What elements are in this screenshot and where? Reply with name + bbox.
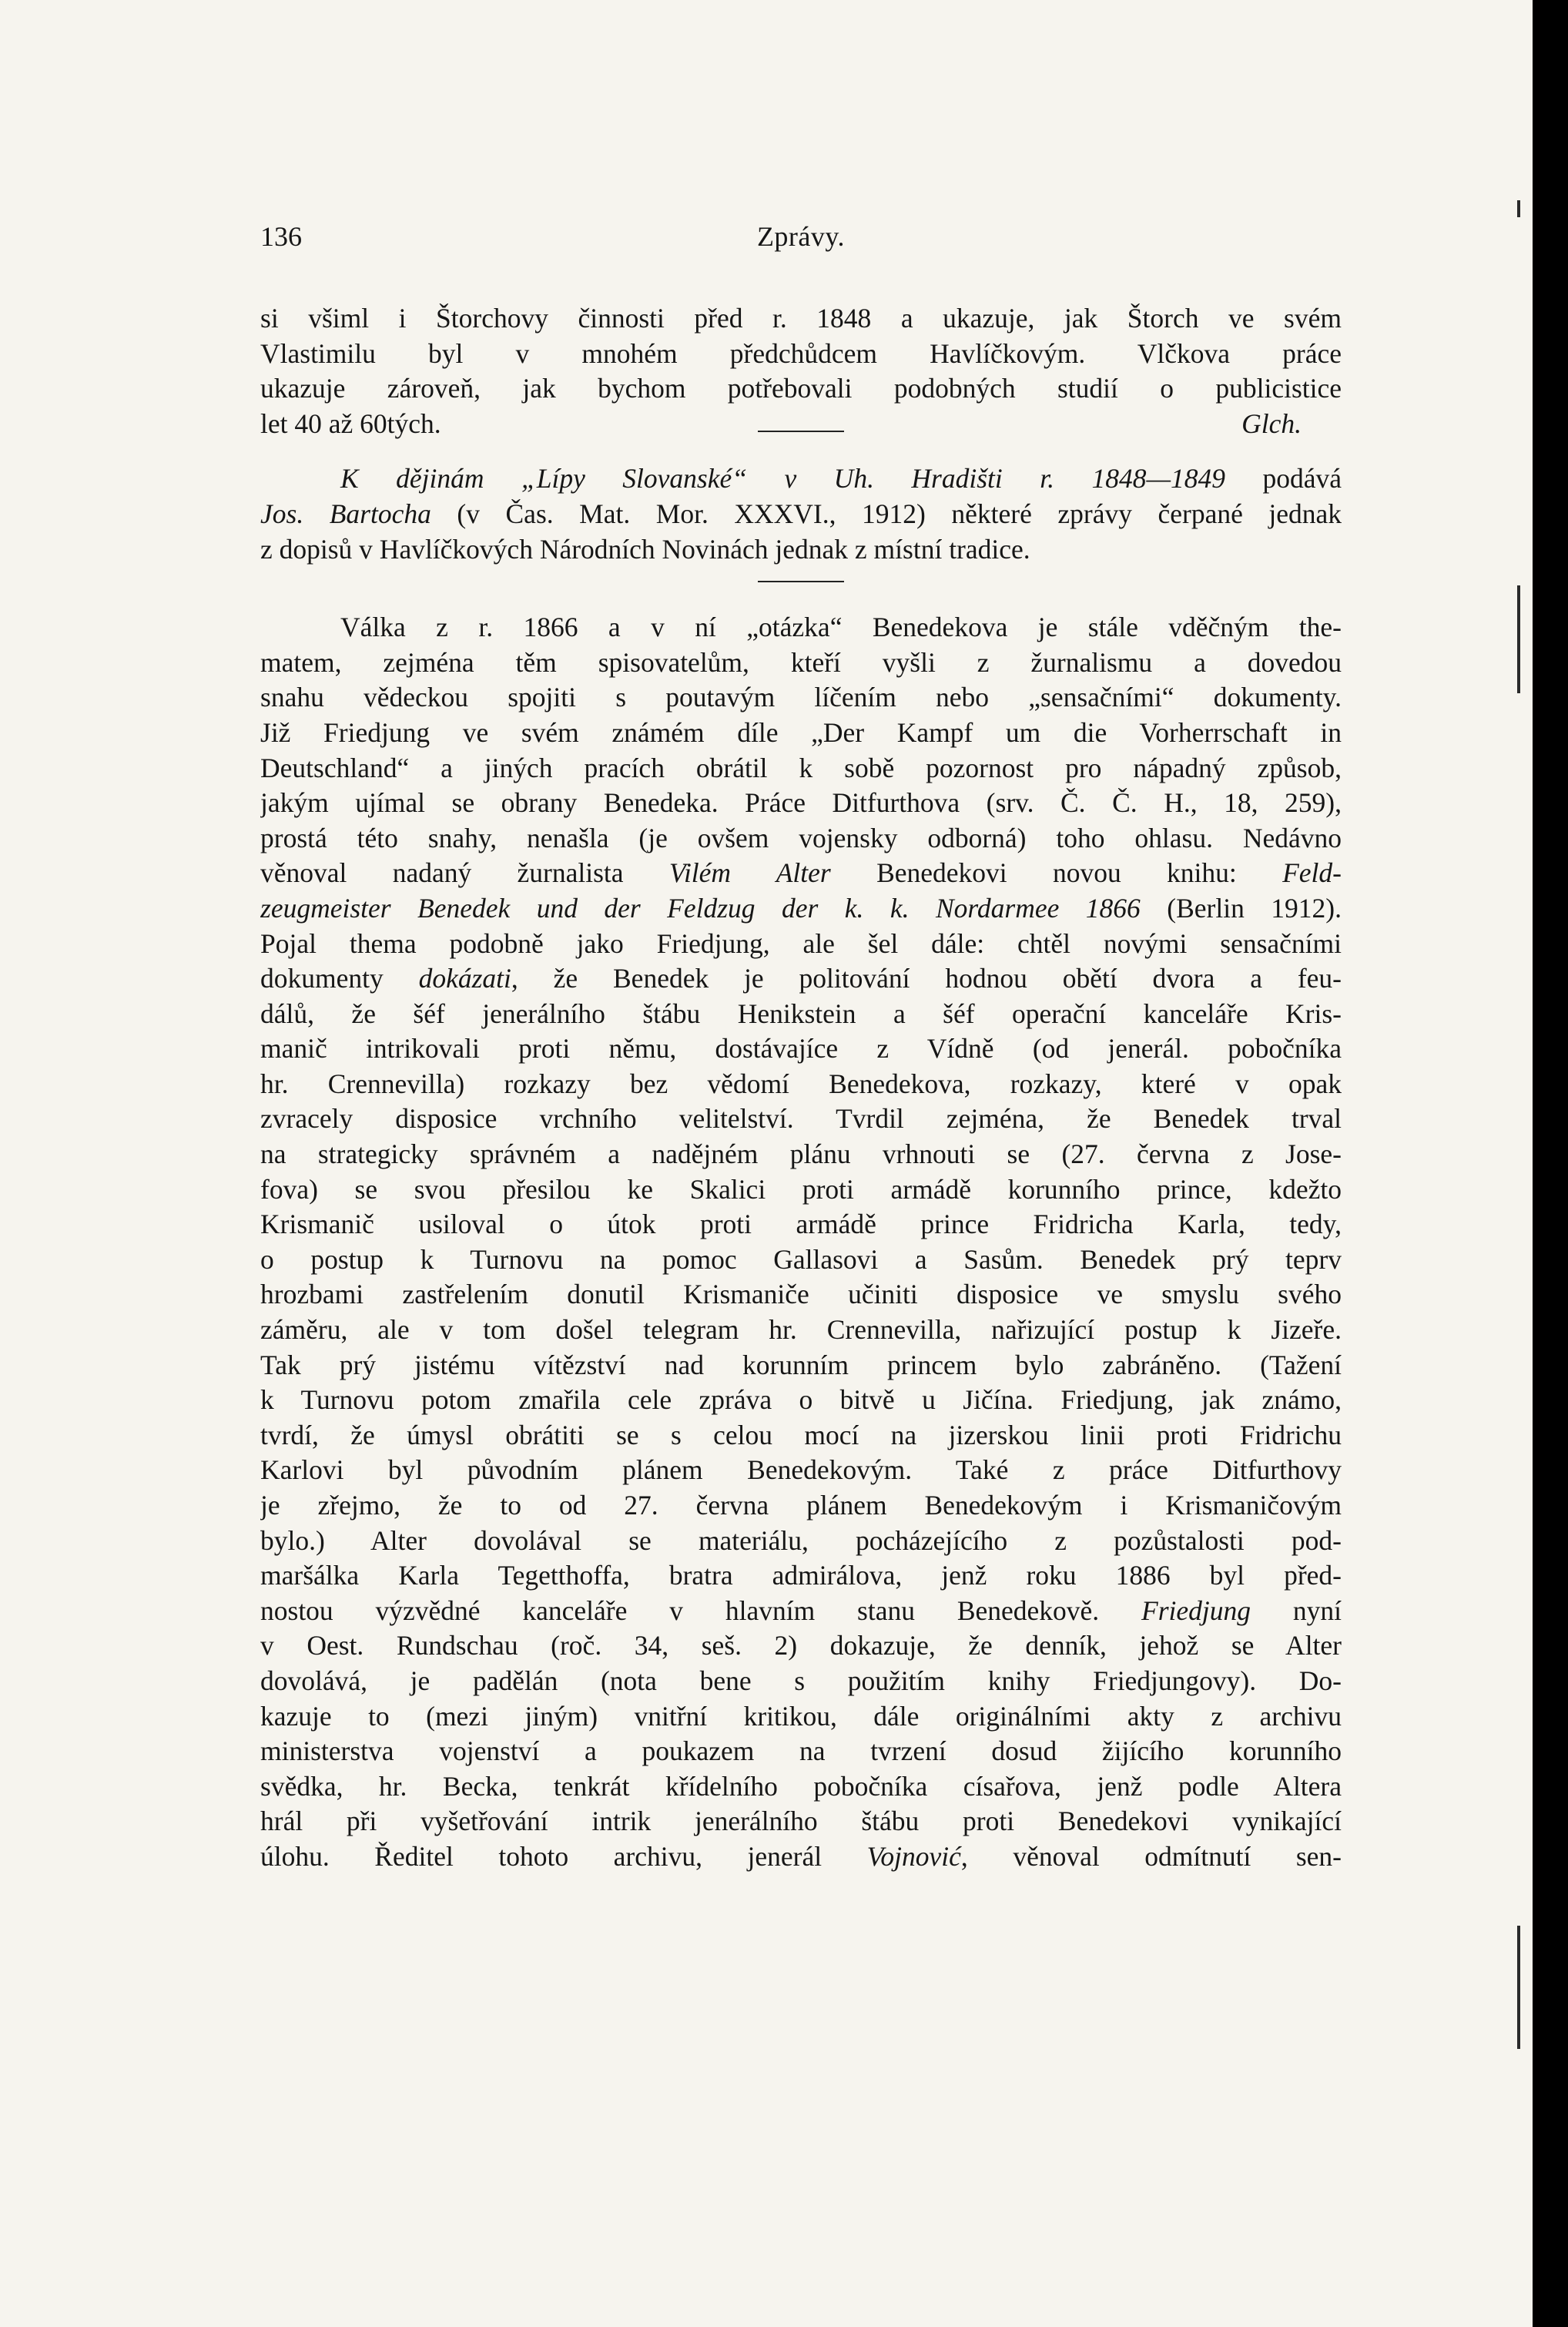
text-line: matem, zejména těm spisovatelům, kteří vyšli z žurnalismu a dovedou (260, 646, 1342, 678)
text-line: maršálka Karla Tegetthoffa, bratra admirálova, jenž roku 1886 byl před- (260, 1560, 1342, 1591)
text-line: Vlastimilu byl v mnohém předchůdcem Havlíčkovým. Vlčkova práce (260, 337, 1342, 369)
text-block (260, 220, 1342, 1875)
scan-artifact (1517, 200, 1520, 217)
text-line: v Oest. Rundschau (roč. 34, seš. 2) dokazuje, že denník, jehož se Alter (260, 1630, 1342, 1661)
author-signature: Glch. (1241, 407, 1302, 439)
text-line: zvracely disposice vrchního velitelství. Tvrdil zejména, že Benedek trval (260, 1103, 1342, 1135)
italic-author: Jos. Bartocha (260, 498, 431, 529)
text-line: k Turnovu potom zmařila cele zpráva o bitvě u Jičína. Friedjung, jak známo, (260, 1384, 1342, 1416)
text-line: hrál při vyšetřování intrik jenerálního štábu proti Benedekovi vynikající (260, 1806, 1342, 1837)
text-line: o postup k Turnovu na pomoc Gallasovi a Sasům. Benedek prý teprv (260, 1243, 1342, 1275)
text-span: (Berlin 1912). (1140, 892, 1342, 924)
italic-title: K dějinám „Lípy Slovanské“ v Uh. Hradišti r. 1848—1849 (340, 463, 1226, 495)
text-line: Karlovi byl původním plánem Benedekovým. Také z práce Ditfurthovy (260, 1454, 1342, 1486)
text-span: podává (1225, 463, 1342, 495)
text-line: záměru, ale v tom došel telegram hr. Crennevilla, nařizující postup k Jizeře. (260, 1314, 1342, 1346)
text-span: věnoval nadaný žurnalista (260, 857, 669, 889)
text-line: hr. Crennevilla) rozkazy bez vědomí Benedekova, rozkazy, které v opak (260, 1068, 1342, 1099)
text-line: manič intrikovali proti němu, dostávajíce z Vídně (od jenerál. pobočníka (260, 1033, 1342, 1065)
italic-title: zeugmeister Benedek und der Feldzug der k. k. Nordarmee 1866 (260, 892, 1141, 924)
text-span: , že Benedek je politování hodnou obětí dvora a feu- (511, 963, 1342, 994)
scan-artifact (1517, 1926, 1520, 2049)
italic-author: Friedjung (1141, 1594, 1251, 1626)
text-line: je zřejmo, že to od 27. června plánem Benedekovým i Krismaničovým (260, 1490, 1342, 1521)
text-line (260, 1594, 1342, 1629)
signature-line (260, 407, 1342, 442)
text-line: jakým ujímal se obrany Benedeka. Práce Ditfurthova (srv. Č. Č. H., 18, 259), (260, 787, 1342, 819)
paragraph-storch (260, 301, 1342, 441)
text-line (260, 856, 1342, 891)
text-line: bylo.) Alter dovolával se materiálu, pocházejícího z pozůstalosti pod- (260, 1524, 1342, 1556)
text-line: Válka z r. 1866 a v ní „otázka“ Benedekova je stále vděčným the- (340, 612, 1342, 643)
text-line: svědka, hr. Becka, tenkrát křídelního pobočníka císařova, jenž podle Altera (260, 1770, 1342, 1802)
scan-edge (1533, 0, 1568, 2327)
text-line: snahu vědeckou spojiti s poutavým líčením nebo „sensačními“ dokumenty. (260, 682, 1342, 713)
text-line (260, 961, 1342, 997)
scan-artifact (1517, 585, 1520, 693)
text-line: si všiml i Štorchovy činnosti před r. 1848 a ukazuje, jak Štorch ve svém (260, 303, 1342, 334)
running-head (260, 220, 1342, 263)
text-span: , věnoval odmítnutí sen- (960, 1840, 1342, 1872)
italic-emphasis: dokázati (418, 963, 511, 994)
text-line: hrozbami zastřelením donutil Krismaniče učiniti disposice ve smyslu svého (260, 1279, 1342, 1310)
page-number: 136 (260, 221, 302, 252)
text-line: Krismanič usiloval o útok proti armádě prince Fridricha Karla, tedy, (260, 1209, 1342, 1240)
text-line: na strategicky správném a nadějném plánu vrhnouti se (27. června z Jose- (260, 1138, 1342, 1170)
text-line: Tak prý jistému vítězství nad korunním princem bylo zabráněno. (Tažení (260, 1349, 1342, 1380)
text-line: Deutschland“ a jiných pracích obrátil k sobě pozornost pro nápadný způsob, (260, 752, 1342, 783)
text-line: dovolává, je padělán (nota bene s použitím knihy Friedjungovy). Do- (260, 1665, 1342, 1696)
text-line: Pojal thema podobně jako Friedjung, ale šel dále: chtěl novými sensačními (260, 927, 1342, 959)
paragraph-valka-1866 (260, 610, 1342, 1874)
text-line: dálů, že šéf jenerálního štábu Henikstein a šéf operační kanceláře Kris- (260, 998, 1342, 1029)
text-span: nyní (1251, 1594, 1342, 1626)
section-divider (758, 581, 844, 582)
text-span: dokumenty (260, 963, 419, 994)
text-line: prostá této snahy, nenašla (je ovšem vojensky odborná) toho ohlasu. Nedávno (260, 822, 1342, 853)
text-span: Benedekovi novou knihu: (830, 857, 1283, 889)
text-line (260, 497, 1342, 532)
text-line: Již Friedjung ve svém známém díle „Der Kampf um die Vorherrschaft in (260, 716, 1342, 748)
text-line: tvrdí, že úmysl obrátiti se s celou mocí na jizerskou linii proti Fridrichu (260, 1419, 1342, 1450)
paragraph-lipa-slovanska (260, 461, 1342, 567)
text-line (260, 461, 1342, 497)
text-line: kazuje to (mezi jiným) vnitřní kritikou, dále originálními akty z archivu (260, 1700, 1342, 1732)
text-line (260, 891, 1342, 927)
text-line: ukazuje zároveň, jak bychom potřebovali podobných studií o publicistice (260, 373, 1342, 404)
italic-title: Feld- (1282, 857, 1342, 889)
running-title: Zprávy. (756, 221, 846, 252)
italic-author: Vilém Alter (668, 857, 831, 889)
italic-author: Vojnović (866, 1840, 961, 1872)
text-span: úlohu. Ředitel tohoto archivu, jenerál (260, 1840, 867, 1872)
text-line: ministerstva vojenství a poukazem na tvrzení dosud žijícího korunního (260, 1735, 1342, 1767)
text-line: z dopisů v Havlíčkových Národních Novinách jednak z místní tradice. (260, 533, 1030, 565)
text-line (260, 1839, 1342, 1875)
text-span: (v Čas. Mat. Mor. XXXVI., 1912) některé zprávy čerpané jednak (431, 498, 1342, 529)
text-line: let 40 až 60tých. (260, 407, 441, 439)
text-line: fova) se svou přesilou ke Skalici proti armádě korunního prince, kdežto (260, 1173, 1342, 1205)
text-span: nostou výzvědné kanceláře v hlavním stanu Benedekově. (260, 1594, 1142, 1626)
